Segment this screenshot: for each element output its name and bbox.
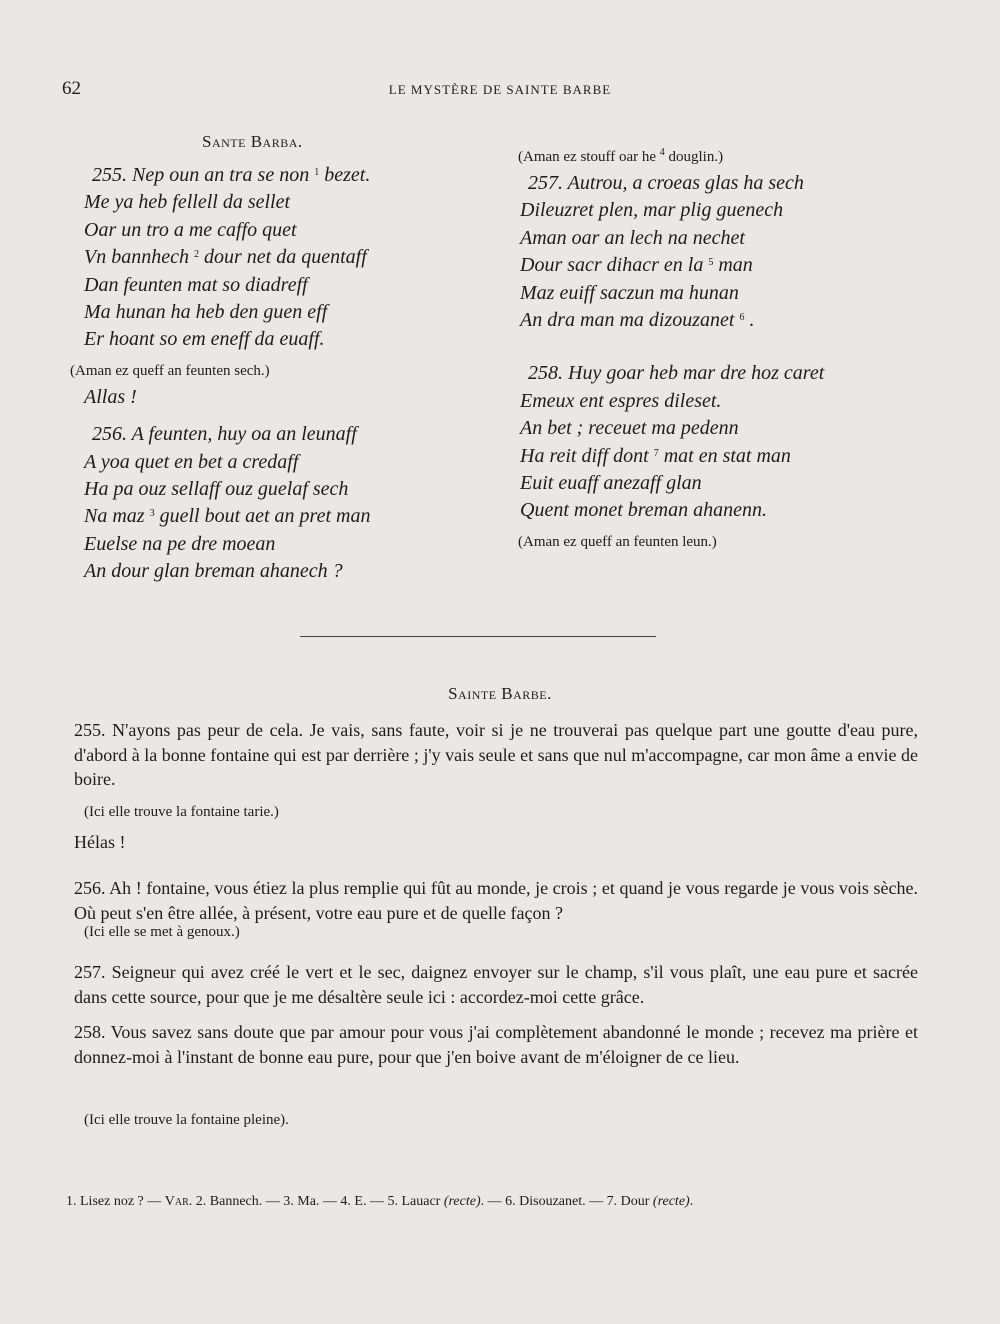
verse-line: Ma hunan ha heb den guen eff <box>84 301 328 324</box>
paragraph-256: 256. Ah ! fontaine, vous étiez la plus remplie qui fût au monde, je crois ; et quand je vous regarde je vous vois sèche. Où peut s'en être allée, à présent, votre eau pure et de quelle façon ? <box>74 878 918 923</box>
exclamation: Hélas ! <box>74 832 126 852</box>
stage-direction: (Ici elle trouve la fontaine pleine). <box>84 1112 289 1128</box>
footnote-recte: (recte) <box>652 1194 690 1209</box>
verse-line: Dileuzret plen, mar plig guenech <box>520 199 784 222</box>
paragraph-257: 257. Seigneur qui avez créé le vert et le sec, daignez envoyer sur le champ, s'il vous plaît, une eau pure et sacrée dans cette source, pour que je me désaltère seule ici : accordez-moi cette grâce. <box>74 962 918 1007</box>
running-title: LE MYSTÈRE DE SAINTE BARBE <box>388 82 612 97</box>
verse-line <box>520 360 940 387</box>
footnote-text: noz ? — <box>113 1194 162 1209</box>
stanza-256 <box>84 421 494 585</box>
stage-direction: (Ici elle trouve la fontaine tarie.) <box>84 804 279 820</box>
verse-text: bezet. <box>324 164 371 186</box>
verse-line <box>84 421 494 448</box>
verse-line <box>520 307 940 334</box>
verse-line: Maz euiff saczun ma hunan <box>520 281 739 304</box>
verse-text: dour net da quentaff <box>203 246 367 269</box>
verse-text: man <box>718 254 753 277</box>
verse-text: Vn bannhech <box>84 246 189 269</box>
stanza-number: 257. <box>528 172 563 194</box>
verse-text: Na maz <box>84 505 145 528</box>
stage-direction: (Aman ez queff an feunten sech.) <box>70 362 270 379</box>
verse-line: Er hoant so em eneff da euaff. <box>84 328 325 351</box>
page-number: 62 <box>62 78 81 99</box>
verse-text: guell bout aet an pret man <box>159 505 371 528</box>
verse-line: Aman oar an lech na nechet <box>520 226 745 249</box>
verse-line: Emeux ent espres dileset. <box>520 389 722 412</box>
verse-line: Ha pa ouz sellaff ouz guelaf sech <box>84 478 349 501</box>
footnote-ref: 6 <box>739 312 745 324</box>
verse-line: Me ya heb fellell da sellet <box>84 191 291 214</box>
footnote-text: . — 6. Disouzanet. — 7. Dour <box>480 1194 650 1209</box>
verse-line: Euit euaff anezaff glan <box>520 472 702 495</box>
footnote-text: . <box>689 1194 694 1209</box>
verse-text: mat en stat man <box>663 444 791 467</box>
verse-line: Oar un tro a me caffo quet <box>84 218 297 241</box>
verse-text: Dour sacr dihacr en la <box>520 254 704 277</box>
stanza-number: 258. <box>528 362 563 385</box>
stanza-number: 255. <box>92 164 127 186</box>
verse-line: Euelse na pe dre moean <box>84 532 276 555</box>
verse-line: A yoa quet en bet a credaff <box>84 450 299 473</box>
paragraph-258: 258. Vous savez sans doute que par amour pour vous j'ai complètement abandonné le monde ; recevez ma prière et donnez-moi à l'instant de bonne eau pure, pour que j'en boive avant de m'éloigner de ce lieu. <box>74 1022 918 1067</box>
footnote-ref: 2 <box>193 249 199 261</box>
stage-text: douglin.) <box>668 149 724 165</box>
stanza-258 <box>520 360 940 524</box>
footnote-ref: 7 <box>653 447 659 459</box>
footnote-ref: 4 <box>659 147 665 158</box>
verse-line <box>84 503 494 530</box>
paragraph-255: 255. N'ayons pas peur de cela. Je vais, sans faute, voir si je ne trouverai pas quelque part une goutte d'eau pure, d'abord à la bonne fontaine qui est par derrière ; j'y vais seule et sans que nul m'accompagne, car mon âme a envie de boire. <box>74 720 918 790</box>
footnotes <box>66 1194 946 1210</box>
verse-text: Autrou, a croeas glas ha sech <box>567 172 804 194</box>
verse-text: . <box>749 309 755 332</box>
footnote-recte: (recte) <box>443 1194 481 1209</box>
breton-right-column <box>520 146 940 553</box>
verse-line: Dan feunten mat so diadreff <box>84 273 308 296</box>
footnote-ref: 5 <box>708 257 714 269</box>
stanza-number: 256. <box>92 423 127 446</box>
verse-text: Nep oun an tra se non <box>132 164 310 186</box>
verse-line <box>84 162 494 189</box>
stage-direction <box>518 146 940 168</box>
verse-line: An bet ; receuet ma pedenn <box>520 417 739 440</box>
footnote-variant-label: Var. <box>164 1194 193 1209</box>
verse-text: A feunten, huy oa an leunaff <box>131 423 357 446</box>
verse-line <box>84 244 494 271</box>
footnote-text: 1. Lisez <box>66 1194 111 1209</box>
verse-text: Ha reit diff dont <box>520 444 649 467</box>
verse-line <box>520 170 940 197</box>
exclamation <box>84 384 494 411</box>
breton-speaker: Sante Barba. <box>202 132 303 151</box>
verse-line: Quent monet breman ahanenn. <box>520 499 767 522</box>
footnote-text: 2. Bannech. — 3. Ma. — 4. E. — 5. Lauacr <box>195 1194 441 1209</box>
footnote-ref: 3 <box>149 508 155 520</box>
verse-line: Allas ! <box>84 385 137 408</box>
verse-line: An dour glan breman ahanech ? <box>84 560 343 583</box>
stanza-257 <box>520 170 940 334</box>
verse-text: An dra man ma dizouzanet <box>520 309 735 332</box>
french-speaker: Sainte Barbe. <box>448 684 552 703</box>
verse-text: Huy goar heb mar dre hoz caret <box>568 362 825 385</box>
breton-left-column <box>70 132 494 586</box>
verse-line <box>520 443 940 470</box>
stage-direction: (Ici elle se met à genoux.) <box>84 924 240 940</box>
section-divider <box>300 636 656 637</box>
verse-line <box>520 252 940 279</box>
stanza-255 <box>84 162 494 354</box>
stage-text: (Aman ez stouff oar he <box>518 149 657 165</box>
footnote-ref: 1 <box>314 167 320 178</box>
stage-direction: (Aman ez queff an feunten leun.) <box>518 533 717 550</box>
